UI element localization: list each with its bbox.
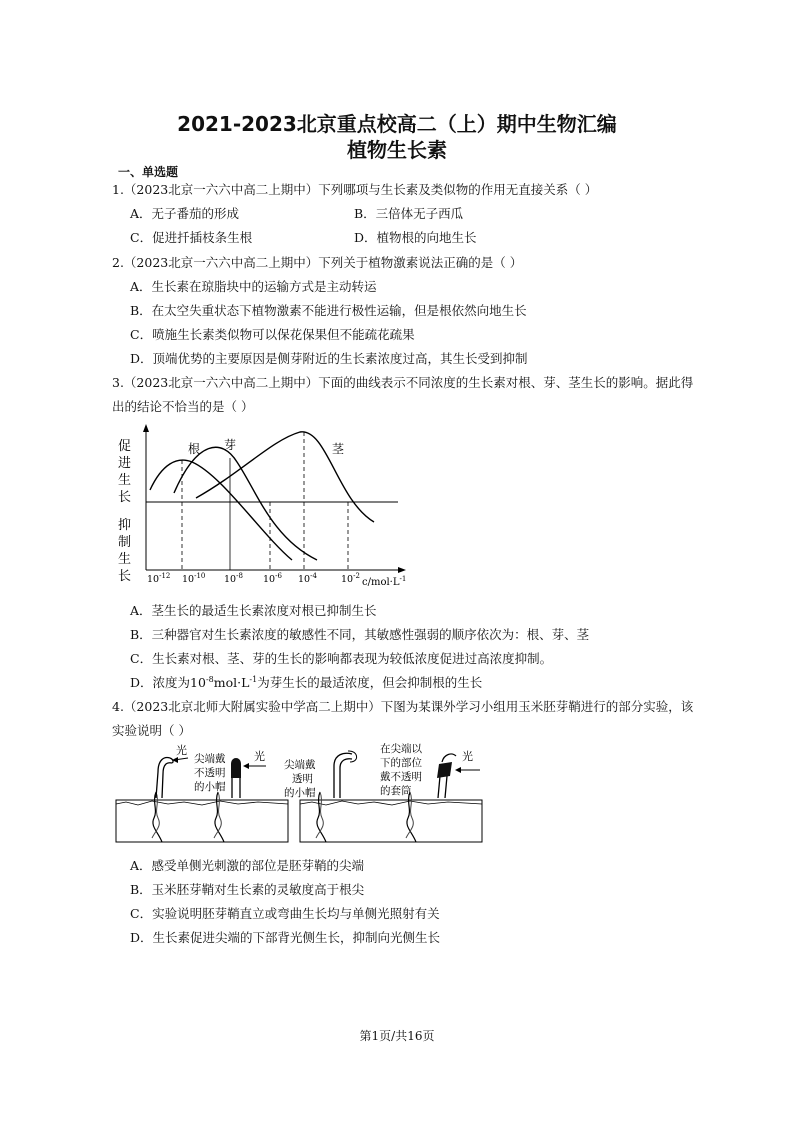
q3-option-d: D．浓度为$10^{-8}mol\cdot L^{-1}$为芽生长的最适浓度，但会抑制根的生长: [130, 674, 483, 690]
ylabel-promote-2: 生: [118, 473, 132, 488]
opaque-sleeve-icon: [437, 762, 452, 778]
ylabel-inhibit-2: 生: [118, 552, 132, 567]
tick-label: $10^{-10}$: [182, 572, 206, 585]
light-label-2: 光: [254, 750, 265, 763]
stem-curve: [196, 432, 374, 522]
ylabel-promote-1: 进: [118, 456, 132, 471]
x-axis-label: $c/mol\cdot L^{-1}$: [362, 575, 407, 588]
light-arrow-1: [172, 757, 188, 763]
caption-opaque-cap-0: 尖端戴: [194, 753, 226, 765]
q3-option-b: B．三种器官对生长素浓度的敏感性不同，其敏感性强弱的顺序依次为：根、芽、茎: [130, 627, 590, 642]
q4-stem-line2: 实验说明（ ）: [112, 723, 191, 738]
ylabel-inhibit-1: 制: [118, 535, 132, 550]
ylabel-inhibit-3: 长: [118, 569, 132, 584]
q4-option-b: B．玉米胚芽鞘对生长素的灵敏度高于根尖: [130, 882, 365, 897]
caption-opaque-cap: [194, 752, 226, 793]
page-number: 第1页/共16页: [359, 1029, 435, 1043]
q1-stem: 1.（2023北京一六六中高二上期中）下列哪项与生长素及类似物的作用无直接关系（ ）: [112, 182, 598, 197]
tick-label: $10^{-8}$: [224, 572, 243, 585]
x-axis-arrow: [398, 567, 406, 573]
q2-option-c: C．喷施生长素类似物可以保花保果但不能疏花疏果: [130, 327, 415, 342]
q3-stem-line2: 出的结论不恰当的是（ ）: [112, 399, 254, 414]
light-arrow-2: [243, 763, 266, 769]
q1-option-c: C．促进扦插枝条生根: [130, 230, 253, 245]
opaque-cap-icon: [231, 758, 241, 778]
q1-option-a: A．无子番茄的形成: [130, 206, 240, 221]
ylabel-promote: [118, 439, 131, 505]
caption-opaque-cap-1: 不透明: [194, 767, 226, 779]
doc-title-line2: 植物生长素: [347, 138, 447, 162]
ylabel-inhibit: [118, 517, 131, 584]
caption-transparent-cap: [284, 758, 316, 799]
tick-label: $10^{-6}$: [263, 572, 282, 585]
q3-option-a: A．茎生长的最适生长素浓度对根已抑制生长: [130, 603, 377, 618]
q4-stem-line1: 4.（2023北京北师大附属实验中学高二上期中）下图为某课外学习小组用玉米胚芽鞘进行的部分实验，该: [112, 699, 694, 714]
soil-line-left: [116, 801, 288, 805]
ylabel-promote-3: 长: [118, 490, 132, 505]
q2-stem: 2.（2023北京一六六中高二上期中）下列关于植物激素说法正确的是（ ）: [112, 255, 523, 270]
caption-transparent-cap-1: 透明: [292, 773, 313, 785]
q2-option-b: B．在太空失重状态下植物激素不能进行极性运输，但是根依然向地生长: [130, 303, 527, 318]
caption-sleeve: [380, 742, 422, 797]
ylabel-promote-0: 促: [118, 439, 132, 454]
caption-opaque-cap-2: 的小帽: [194, 781, 226, 793]
q1-option-b: B．三倍体无子西瓜: [354, 206, 464, 221]
soil-line-right: [300, 801, 482, 805]
caption-sleeve-2: 戴不透明: [380, 771, 422, 783]
caption-sleeve-1: 下的部位: [380, 757, 422, 769]
section-heading: 一、单选题: [118, 165, 179, 179]
q2-option-d: D．顶端优势的主要原因是侧芽附近的生长素浓度过高，其生长受到抑制: [130, 351, 528, 366]
q4-option-a: A．感受单侧光刺激的部位是胚芽鞘的尖端: [130, 858, 365, 873]
light-label-1: 光: [176, 744, 187, 757]
light-arrow-4: [455, 767, 480, 773]
root-label: 根: [188, 442, 201, 456]
caption-transparent-cap-2: 的小帽: [284, 787, 316, 799]
tick-label: $10^{-4}$: [298, 572, 317, 585]
tick-label: $10^{-12}$: [147, 572, 171, 585]
y-axis-arrow: [143, 424, 149, 432]
auxin-concentration-chart: [112, 420, 412, 595]
light-label-4: 光: [462, 750, 473, 763]
ylabel-inhibit-0: 抑: [118, 518, 132, 533]
q2-option-a: A．生长素在琼脂块中的运输方式是主动转运: [130, 279, 377, 294]
experiment-box-left: [116, 800, 288, 842]
coleoptile-experiment-figure: [112, 742, 487, 847]
caption-transparent-cap-0: 尖端戴: [284, 759, 316, 771]
caption-sleeve-3: 的套筒: [380, 785, 412, 797]
q3-stem-line1: 3.（2023北京一六六中高二上期中）下面的曲线表示不同浓度的生长素对根、芽、茎生长的影响。据此得: [112, 375, 694, 390]
x-tick-labels: [147, 572, 360, 585]
experiment-box-right: [300, 800, 482, 842]
seedling-3: [316, 751, 357, 842]
q3-option-c: C．生长素对根、茎、芽的生长的影响都表现为较低浓度促进过高浓度抑制。: [130, 651, 553, 666]
q1-option-d: D．植物根的向地生长: [354, 230, 477, 245]
root-curve: [150, 460, 292, 560]
q4-option-d: D．生长素促进尖端的下部背光侧生长，抑制向光侧生长: [130, 930, 441, 945]
transparent-cap-icon: [348, 751, 357, 762]
doc-title-line1: 2021-2023北京重点校高二（上）期中生物汇编: [177, 112, 617, 136]
q4-option-c: C．实验说明胚芽鞘直立或弯曲生长均与单侧光照射有关: [130, 906, 440, 921]
bud-label: 芽: [224, 438, 237, 452]
caption-sleeve-0: 在尖端以: [380, 743, 422, 755]
stem-label: 茎: [332, 442, 345, 456]
tick-label: $10^{-2}$: [341, 572, 360, 585]
